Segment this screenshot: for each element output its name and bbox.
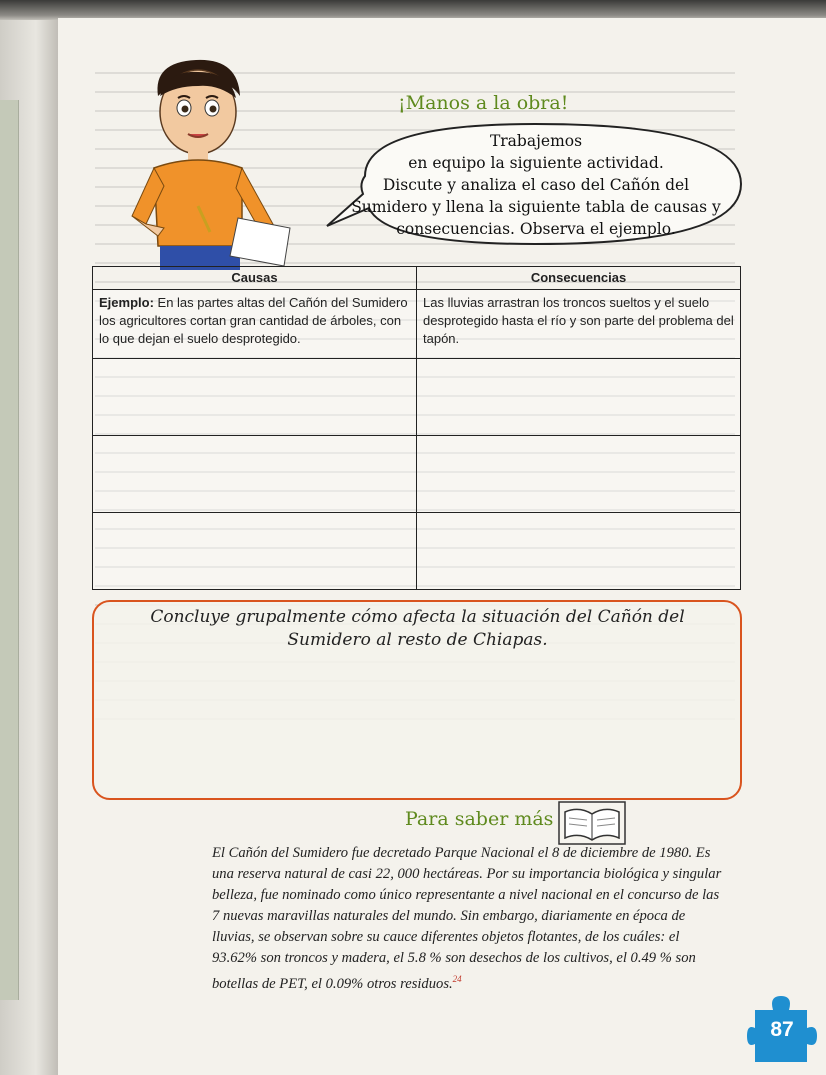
table-row[interactable] (93, 359, 741, 436)
footnote-ref: 24 (452, 974, 462, 984)
example-consequence: Las lluvias arrastran los troncos sueltos y el suelo desprotegido hasta el río y son parte del problema del tapón. (423, 295, 734, 346)
example-consequence-cell (417, 290, 741, 359)
more-info-text: El Cañón del Sumidero fue decretado Parque Nacional el 8 de diciembre de 1980. Es una reserva natural de casi 22, 000 hectáreas. Por su importancia biológica y singular belleza, fue nominado como único representante a nivel nacional en el concurso de las 7 nuevas maravillas naturales del mundo. Sin embargo, diariamente en época de lluvias, se observan sobre su cauce diferentes objetos flotantes, de los cuáles: el 93.62% son troncos y madera, el 5.8 % son desechos de los cultivos, el 0.49 % son botellas de PET, el 0.09% otros residuos.$^{24}$ (212, 845, 722, 992)
more-info-title: Para saber más (405, 808, 554, 830)
activity-instructions: Trabajemos en equipo la siguiente actividad. Discute y analiza el caso del Cañón del Sumidero y llena la siguiente tabla de causas y consecuencias. Observa el ejemplo. (351, 132, 721, 238)
table-row[interactable] (93, 513, 741, 590)
activity-title: ¡Manos a la obra! (398, 92, 569, 114)
header-causes: Causas (93, 267, 417, 290)
table-header-row (93, 267, 741, 290)
consequence-cell[interactable] (417, 513, 741, 590)
header-consequences: Consecuencias (417, 267, 741, 290)
previous-page-edge (0, 100, 19, 1000)
example-label: Ejemplo: (99, 295, 154, 310)
consequence-cell[interactable] (417, 359, 741, 436)
example-cause-cell (93, 290, 417, 359)
consequence-cell[interactable] (417, 436, 741, 513)
page-number: 87 (770, 1018, 794, 1041)
table-row[interactable] (93, 436, 741, 513)
cause-cell[interactable] (93, 436, 417, 513)
cause-cell[interactable] (93, 359, 417, 436)
conclusion-prompt: Concluye grupalmente cómo afecta la situación del Cañón del Sumidero al resto de Chiapas. (150, 607, 685, 650)
kid-illustration-icon (118, 56, 298, 270)
table-row-example (93, 290, 741, 359)
open-book-icon (557, 800, 627, 846)
example-cause: En las partes altas del Cañón del Sumidero los agricultores cortan gran cantidad de árboles, con lo que dejan el suelo desprotegido. (99, 295, 408, 346)
cause-cell[interactable] (93, 513, 417, 590)
causes-consequences-table (92, 266, 741, 590)
